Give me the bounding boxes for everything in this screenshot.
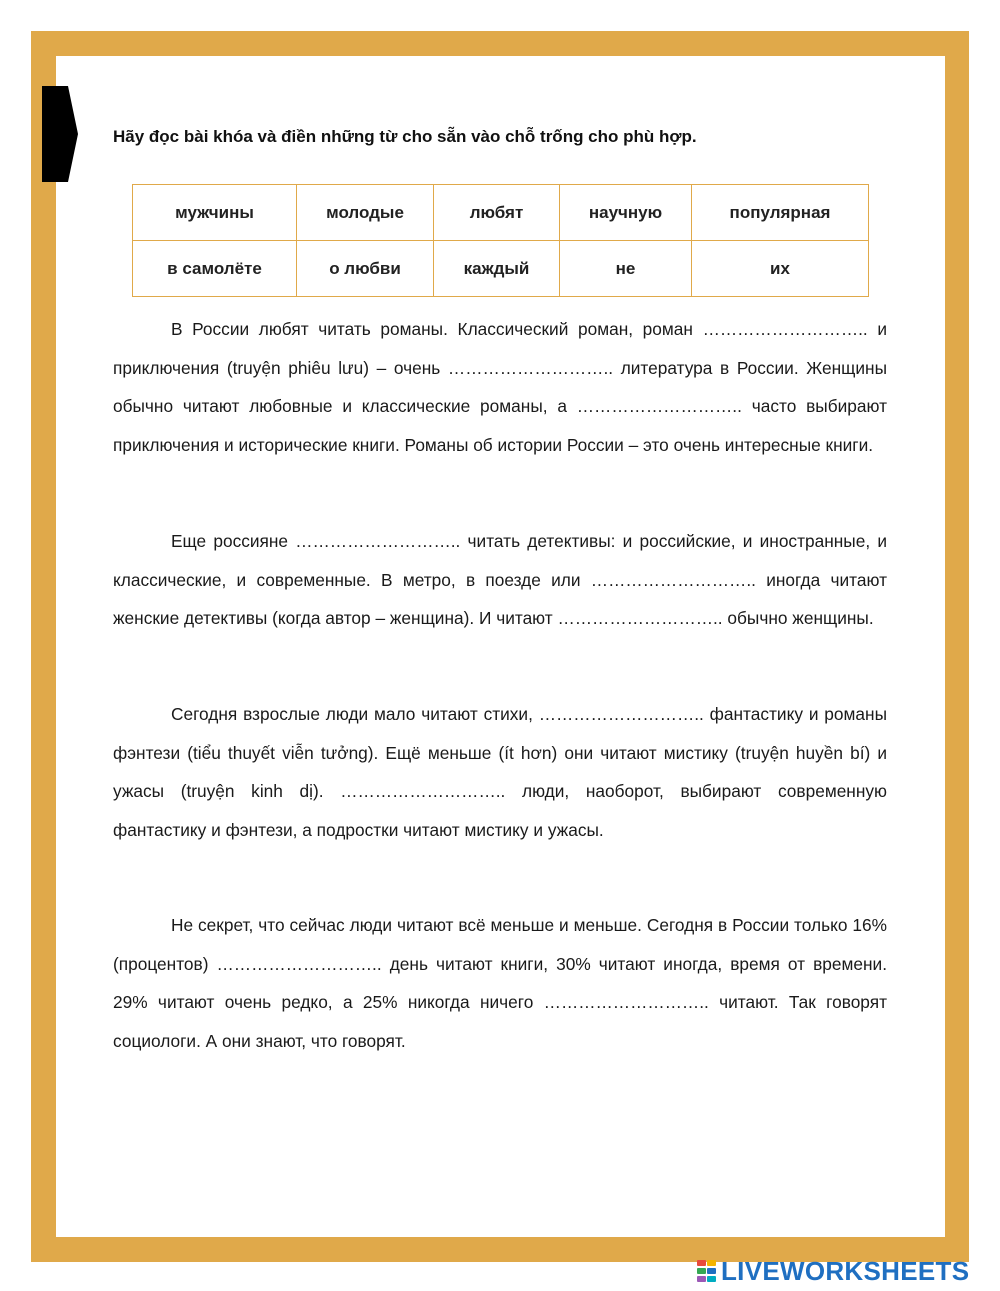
word-bank-cell[interactable]: популярная [692, 185, 869, 241]
paragraph-2: Еще россияне ……………………….. читать детективы: и российские, и иностранные, и классические, и современные. В метро, в поезде или ……………………….. иногда читают женские детективы (когда автор – женщина). И читают ……………………….. обычно женщины. [113, 531, 887, 629]
paragraph-4: Не секрет, что сейчас люди читают всё меньше и меньше. Сегодня в России только 16% (процентов) ……………………….. день читают книги, 30% читают иногда, время от времени. 29% читают очень редко, а 25% никогда ничего ……………………….. читают. Так говорят социологи. А они знают, что говорят. [113, 915, 887, 1051]
word-bank-row [133, 185, 869, 241]
section-tab-marker [42, 86, 78, 182]
liveworksheets-logo[interactable] [697, 1257, 997, 1285]
word-bank-cell[interactable]: научную [560, 185, 692, 241]
word-bank-row [133, 241, 869, 297]
word-bank-cell[interactable]: каждый [434, 241, 560, 297]
word-bank-cell[interactable]: мужчины [133, 185, 297, 241]
liveworksheets-logo-icon [697, 1258, 717, 1284]
paragraph-3: Сегодня взрослые люди мало читают стихи, ……………………….. фантастику и романы фэнтези (tiểu thuyết viễn tưởng). Ещё меньше (ít hơn) они читают мистику (truyện huyền bí) и ужасы (truyện kinh dị). ……………………….. люди, наоборот, выбирают современную фантастику и фэнтези, а подростки читают мистику и ужасы. [113, 704, 887, 840]
word-bank-cell[interactable]: не [560, 241, 692, 297]
word-bank-cell[interactable]: в самолёте [133, 241, 297, 297]
word-bank-cell[interactable]: их [692, 241, 869, 297]
word-bank-table [132, 184, 869, 297]
instruction-title: Hãy đọc bài khóa và điền những từ cho sẵn vào chỗ trống cho phù hợp. [113, 127, 697, 146]
paragraph-1: В России любят читать романы. Классический роман, роман ……………………….. и приключения (truyện phiêu lưu) – очень ……………………….. литература в России. Женщины обычно читают любовные и классические романы, а ……………………….. часто выбирают приключения и исторические книги. Романы об истории России – это очень интересные книги. [113, 319, 887, 455]
word-bank-cell[interactable]: любят [434, 185, 560, 241]
word-bank-cell[interactable]: молодые [297, 185, 434, 241]
logo-text: LIVEWORKSHEETS [721, 1255, 970, 1286]
word-bank-cell[interactable]: о любви [297, 241, 434, 297]
